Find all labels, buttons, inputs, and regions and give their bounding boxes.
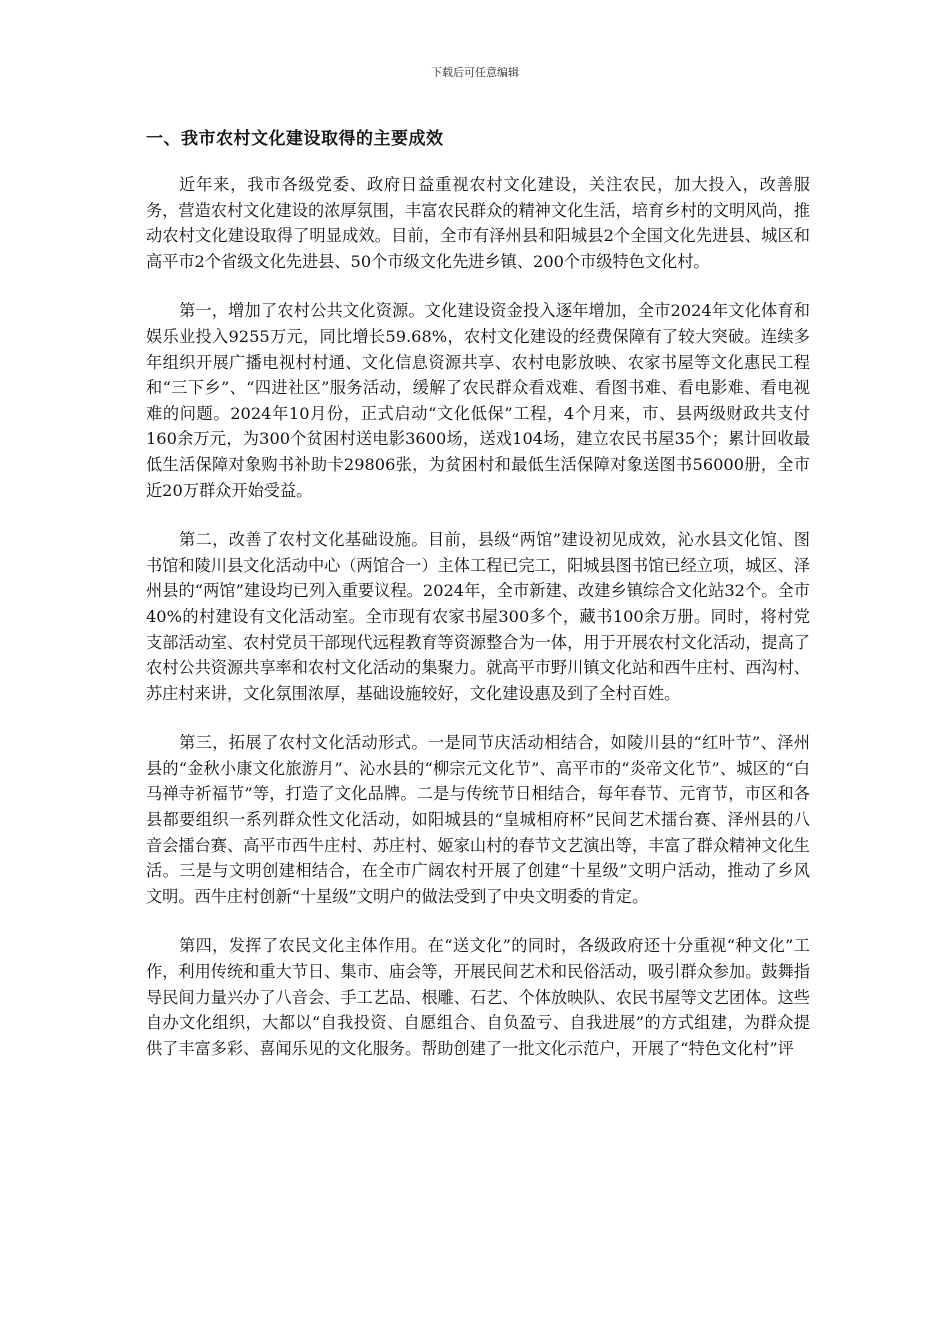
page-header-note: 下载后可任意编辑 [431, 66, 519, 79]
paragraph-fourth: 第四，发挥了农民文化主体作用。在“送文化”的同时，各级政府还十分重视“种文化”工作，利用传统和重大节日、集市、庙会等，开展民间艺术和民俗活动，吸引群众参加。鼓舞指导民间力量兴办了八音会、手工艺品、根雕、石艺、个体放映队、农民书屋等文艺团体。这些自办文化组织，大都以“自我投资、自愿组合、自负盈亏、自我进展”的方式组建，为群众提供了丰富多彩、喜闻乐见的文化服务。帮助创建了一批文化示范户，开展了“特色文化村”评 [146, 936, 810, 1058]
section-heading: 一、我市农村文化建设取得的主要成效 [146, 129, 444, 149]
document-body [146, 172, 810, 1085]
paragraph-second: 第二，改善了农村文化基础设施。目前，县级“两馆”建设初见成效，沁水县文化馆、图书馆和陵川县文化活动中心（两馆合一）主体工程已完工，阳城县图书馆已经立项，城区、泽州县的“两馆”建设均已列入重要议程。2024年，全市新建、改建乡镇综合文化站32个。全市40%的村建设有文化活动室。全市现有农家书屋300多个，藏书100余万册。同时，将村党支部活动室、农村党员干部现代远程教育等资源整合为一体，用于开展农村文化活动，提高了农村公共资源共享率和农村文化活动的集聚力。就高平市野川镇文化站和西牛庄村、西沟村、苏庄村来讲，文化氛围浓厚，基础设施较好，文化建设惠及到了全村百姓。 [146, 530, 810, 703]
paragraph-third: 第三，拓展了农村文化活动形式。一是同节庆活动相结合，如陵川县的“红叶节”、泽州县的“金秋小康文化旅游月”、沁水县的“柳宗元文化节”、高平市的“炎帝文化节”、城区的“白马禅寺祈福节”等，打造了文化品牌。二是与传统节日相结合，每年春节、元宵节，市区和各县都要组织一系列群众性文化活动，如阳城县的“皇城相府杯”民间艺术擂台赛、泽州县的八音会擂台赛、高平市西牛庄村、苏庄村、姬家山村的春节文艺演出等，丰富了群众精神文化生活。三是与文明创建相结合，在全市广阔农村开展了创建“十星级”文明户活动，推动了乡风文明。西牛庄村创新“十星级”文明户的做法受到了中央文明委的肯定。 [146, 733, 810, 906]
paragraph-intro: 近年来，我市各级党委、政府日益重视农村文化建设，关注农民，加大投入，改善服务，营造农村文化建设的浓厚氛围，丰富农民群众的精神文化生活，培育乡村的文明风尚，推动农村文化建设取得了明显成效。目前，全市有泽州县和阳城县2个全国文化先进县、城区和高平市2个省级文化先进县、50个市级文化先进乡镇、200个市级特色文化村。 [146, 175, 810, 271]
paragraph-first: 第一，增加了农村公共文化资源。文化建设资金投入逐年增加，全市2024年文化体育和娱乐业投入9255万元，同比增长59.68%，农村文化建设的经费保障有了较大突破。连续多年组织开展广播电视村村通、文化信息资源共享、农村电影放映、农家书屋等文化惠民工程和“三下乡”、“四进社区”服务活动，缓解了农民群众看戏难、看图书难、看电影难、看电视难的问题。2024年10月份，正式启动“文化低保”工程，4个月来，市、县两级财政共支付160余万元，为300个贫困村送电影3600场，送戏104场，建立农民书屋35个；累计回收最低生活保障对象购书补助卡29806张，为贫困村和最低生活保障对象送图书56000册，全市近20万群众开始受益。 [146, 301, 810, 500]
